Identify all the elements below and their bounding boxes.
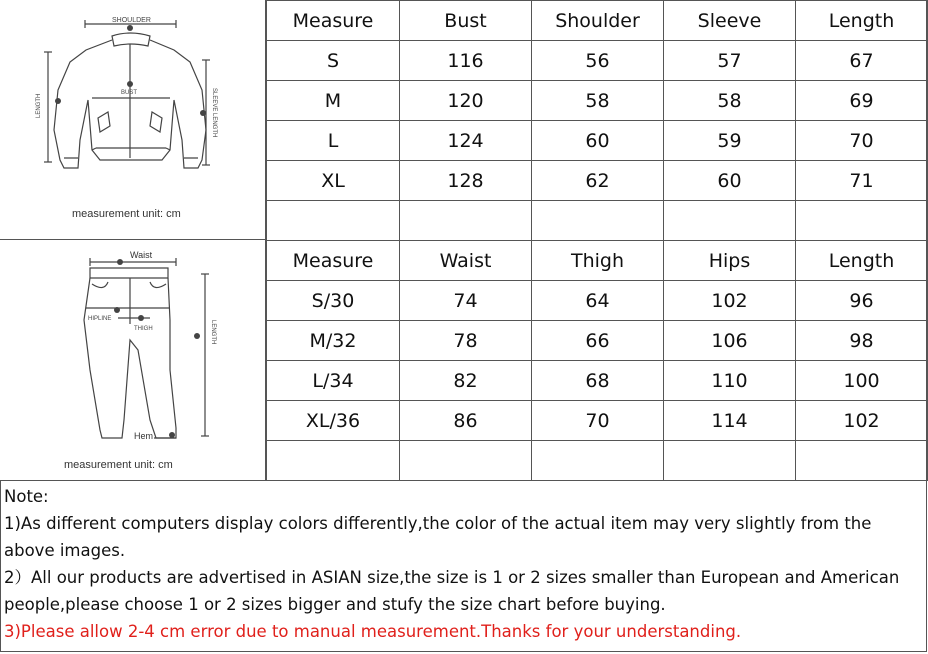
value-cell: 69 bbox=[796, 81, 928, 121]
header-cell: Hips bbox=[664, 241, 796, 281]
value-cell: 114 bbox=[664, 401, 796, 441]
pants-hem-label: Hem bbox=[134, 431, 154, 441]
table-header-row bbox=[267, 241, 928, 281]
empty-cell bbox=[532, 201, 664, 241]
jacket-sleeve-label: SLEEVE LENGTH bbox=[211, 88, 217, 138]
value-cell: 78 bbox=[400, 321, 532, 361]
value-cell: 57 bbox=[664, 41, 796, 81]
value-cell: 120 bbox=[400, 81, 532, 121]
pants-unit-note: measurement unit: cm bbox=[64, 459, 173, 471]
table-row bbox=[267, 361, 928, 401]
value-cell: 100 bbox=[796, 361, 928, 401]
size-cell: S bbox=[267, 41, 400, 81]
header-cell: Thigh bbox=[532, 241, 664, 281]
size-cell: XL/36 bbox=[267, 401, 400, 441]
value-cell: 71 bbox=[796, 161, 928, 201]
jacket-shoulder-label: SHOULDER bbox=[112, 17, 151, 24]
value-cell: 106 bbox=[664, 321, 796, 361]
note-line-3: 3)Please allow 2-4 cm error due to manual measurement.Thanks for your understanding. bbox=[4, 622, 742, 641]
value-cell: 59 bbox=[664, 121, 796, 161]
notes-section bbox=[0, 480, 927, 652]
value-cell: 124 bbox=[400, 121, 532, 161]
value-cell: 102 bbox=[664, 281, 796, 321]
table-row bbox=[267, 121, 928, 161]
value-cell: 110 bbox=[664, 361, 796, 401]
value-cell: 67 bbox=[796, 41, 928, 81]
empty-cell bbox=[400, 201, 532, 241]
value-cell: 70 bbox=[796, 121, 928, 161]
jacket-diagram bbox=[0, 0, 266, 240]
value-cell: 74 bbox=[400, 281, 532, 321]
value-cell: 62 bbox=[532, 161, 664, 201]
top-size-table bbox=[266, 0, 928, 241]
note-line-2: 2）All our products are advertised in ASIAN size,the size is 1 or 2 sizes smaller than European and American people,please choose 1 or 2 sizes bigger and stufy the size chart before buying. bbox=[4, 568, 900, 614]
pants-diagram bbox=[0, 240, 266, 480]
table-row bbox=[267, 161, 928, 201]
header-cell: Waist bbox=[400, 241, 532, 281]
table-row bbox=[267, 441, 928, 481]
size-cell: M/32 bbox=[267, 321, 400, 361]
empty-cell bbox=[664, 201, 796, 241]
value-cell: 56 bbox=[532, 41, 664, 81]
header-cell: Length bbox=[796, 241, 928, 281]
jacket-length-label: LENGTH bbox=[36, 93, 42, 118]
jacket-bust-label: BUST bbox=[121, 90, 138, 96]
notes-title: Note: bbox=[4, 487, 49, 506]
value-cell: 96 bbox=[796, 281, 928, 321]
empty-cell bbox=[664, 441, 796, 481]
empty-cell bbox=[400, 441, 532, 481]
table-row bbox=[267, 81, 928, 121]
header-cell: Measure bbox=[267, 241, 400, 281]
pants-length-label: LENGTH bbox=[210, 320, 216, 345]
size-cell: S/30 bbox=[267, 281, 400, 321]
value-cell: 70 bbox=[532, 401, 664, 441]
empty-cell bbox=[267, 441, 400, 481]
value-cell: 58 bbox=[664, 81, 796, 121]
value-cell: 66 bbox=[532, 321, 664, 361]
empty-cell bbox=[267, 201, 400, 241]
table-row bbox=[267, 281, 928, 321]
size-cell: L bbox=[267, 121, 400, 161]
pants-waist-label: Waist bbox=[130, 250, 153, 260]
pants-thigh-label: THIGH bbox=[134, 326, 153, 332]
bottom-size-table bbox=[266, 240, 928, 481]
header-cell: Length bbox=[796, 1, 928, 41]
size-cell: L/34 bbox=[267, 361, 400, 401]
value-cell: 116 bbox=[400, 41, 532, 81]
header-cell: Sleeve bbox=[664, 1, 796, 41]
value-cell: 60 bbox=[532, 121, 664, 161]
header-cell: Bust bbox=[400, 1, 532, 41]
value-cell: 58 bbox=[532, 81, 664, 121]
note-line-1: 1)As different computers display colors differently,the color of the actual item may very slightly from the above images. bbox=[4, 514, 872, 560]
header-cell: Shoulder bbox=[532, 1, 664, 41]
jacket-illustration-panel bbox=[0, 0, 266, 240]
header-cell: Measure bbox=[267, 1, 400, 41]
table-row bbox=[267, 41, 928, 81]
value-cell: 102 bbox=[796, 401, 928, 441]
pants-illustration-panel bbox=[0, 240, 266, 480]
value-cell: 98 bbox=[796, 321, 928, 361]
empty-cell bbox=[532, 441, 664, 481]
value-cell: 128 bbox=[400, 161, 532, 201]
value-cell: 64 bbox=[532, 281, 664, 321]
table-row bbox=[267, 401, 928, 441]
size-cell: M bbox=[267, 81, 400, 121]
value-cell: 68 bbox=[532, 361, 664, 401]
empty-cell bbox=[796, 441, 928, 481]
table-row bbox=[267, 201, 928, 241]
table-header-row bbox=[267, 1, 928, 41]
jacket-unit-note: measurement unit: cm bbox=[72, 208, 181, 220]
value-cell: 86 bbox=[400, 401, 532, 441]
size-cell: XL bbox=[267, 161, 400, 201]
table-row bbox=[267, 321, 928, 361]
value-cell: 82 bbox=[400, 361, 532, 401]
pants-hipline-label: HIPLINE bbox=[88, 316, 112, 322]
empty-cell bbox=[796, 201, 928, 241]
value-cell: 60 bbox=[664, 161, 796, 201]
